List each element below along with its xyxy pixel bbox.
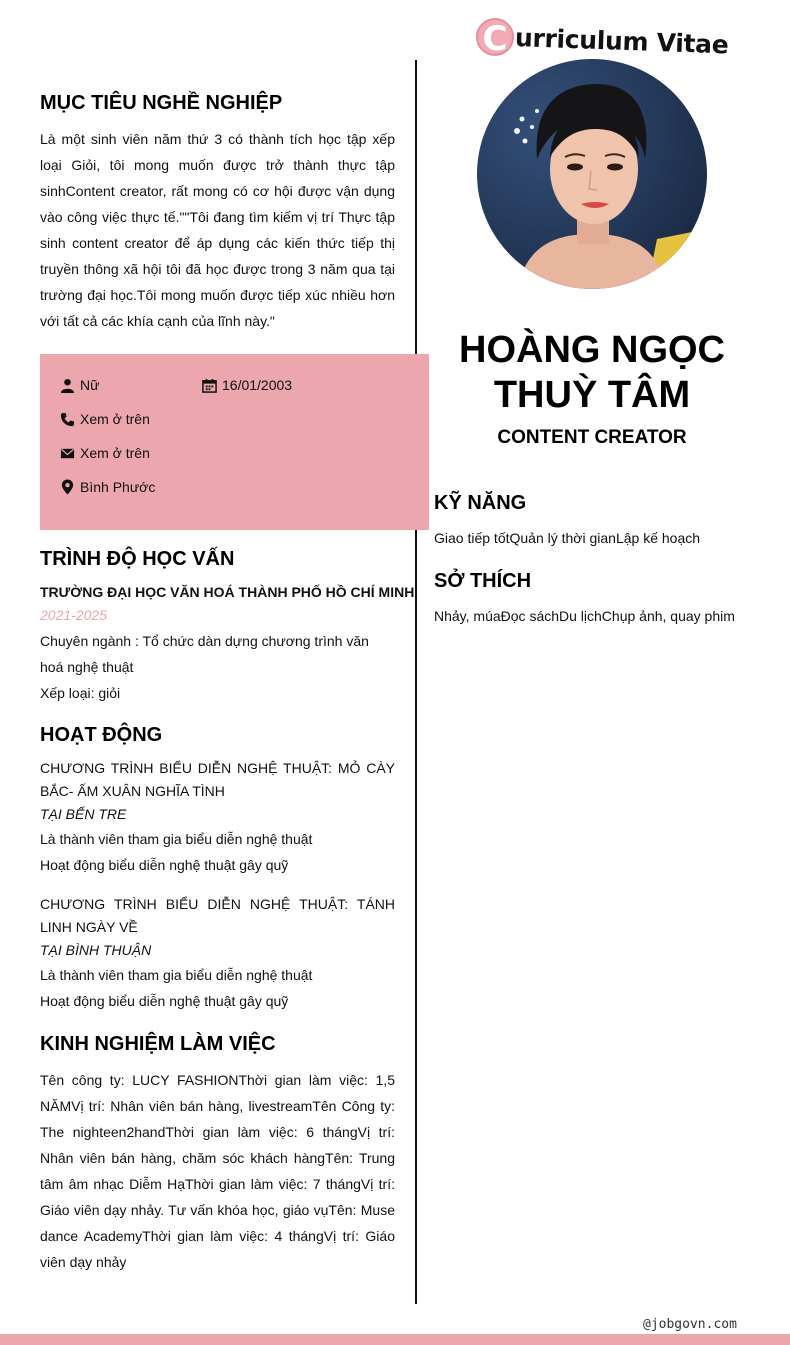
info-phone — [60, 411, 150, 427]
info-birthday — [202, 377, 292, 393]
activities-title: HOẠT ĐỘNG — [40, 724, 163, 746]
watermark: @jobgovn.com — [643, 1317, 737, 1332]
activity-place: TẠI BẾN TRE — [40, 806, 127, 822]
info-location — [60, 478, 155, 496]
user-icon — [60, 378, 75, 393]
phone-value: Xem ở trên — [80, 411, 150, 427]
experience-text: Tên công ty: LUCY FASHIONThời gian làm việc: 1,5 NĂMVị trí: Nhân viên bán hàng, livestreamTên Công ty: The nighteen2handThời gian làm việc: 6 thángVị trí: Nhân viên bán hàng, chăm sóc khách hàngTên: Trung tâm âm nhạc Diễm HạThời gian làm việc: 7 thángVị trí: Giáo viên dạy nhảy. Tư vấn khóa học, giáo vụTên: Muse dance AcademyThời gian làm việc: 4 thángVị trí: Giáo viên dạy nhảy — [40, 1072, 395, 1270]
location-value: Bình Phước — [80, 479, 156, 495]
bottom-accent-bar — [0, 1334, 790, 1345]
activity-detail: Là thành viên tham gia biểu diễn nghệ thuật — [40, 967, 313, 983]
info-gender — [60, 377, 99, 393]
education-title: TRÌNH ĐỘ HỌC VẤN — [40, 548, 235, 570]
skills-text: Giao tiếp tốtQuản lý thời gianLập kế hoạch — [434, 530, 701, 546]
activity-detail: Hoạt động biểu diễn nghệ thuật gây quỹ — [40, 993, 289, 1009]
hobbies-title: SỞ THÍCH — [434, 570, 532, 592]
email-value: Xem ở trên — [80, 445, 150, 461]
calendar-icon — [202, 378, 217, 393]
activity-name: CHƯƠNG TRÌNH BIỂU DIỄN NGHỆ THUẬT: TÁNH LINH NGÀY VỀ — [40, 896, 395, 935]
candidate-role: CONTENT CREATOR — [497, 427, 687, 448]
education-years: 2021-2025 — [40, 607, 107, 623]
activity-detail: Là thành viên tham gia biểu diễn nghệ thuật — [40, 831, 313, 847]
objective-title: MỤC TIÊU NGHỀ NGHIỆP — [40, 92, 283, 114]
experience-title: KINH NGHIỆM LÀM VIỆC — [40, 1033, 276, 1055]
email-icon — [60, 446, 75, 461]
education-major: Chuyên ngành : Tổ chức dàn dựng chương trình văn hoá nghệ thuật — [40, 633, 369, 675]
activity-place: TẠI BÌNH THUẬN — [40, 942, 152, 958]
logo-text: urriculum Vitae — [514, 22, 729, 59]
column-divider — [415, 60, 417, 1304]
gender-value: Nữ — [80, 377, 100, 393]
activity-detail: Hoạt động biểu diễn nghệ thuật gây quỹ — [40, 857, 289, 873]
school-name: TRƯỜNG ĐẠI HỌC VĂN HOÁ THÀNH PHỐ HỒ CHÍ MINH — [40, 584, 415, 600]
phone-icon — [60, 412, 75, 427]
profile-photo — [477, 59, 707, 289]
education-grade: Xếp loại: giỏi — [40, 685, 121, 701]
objective-text: Là một sinh viên năm thứ 3 có thành tích học tập xếp loại Giỏi, tôi mong muốn được trở thành thực tập sinhContent creator, rất mong có cơ hội được vận dụng vào công việc thực tế.""Tôi đang tìm kiếm vị trí Thực tập sinh content creator để áp dụng các kiến thức tiếp thị truyền thông xã hội tôi đã học được trong 3 năm qua tại trường đại học.Tôi mong muốn được tiếp xúc nhiều hơn với tất cả các khía cạnh của lĩnh này." — [40, 131, 395, 329]
info-email — [60, 445, 150, 461]
skills-title: KỸ NĂNG — [434, 492, 527, 514]
logo-letter: C — [476, 18, 514, 56]
personal-info-box — [40, 354, 429, 530]
candidate-name: HOÀNG NGỌC THUỲ TÂM — [459, 329, 725, 416]
birthday-value: 16/01/2003 — [222, 377, 293, 393]
location-pin-icon — [60, 478, 75, 496]
cv-logo — [476, 16, 729, 58]
hobbies-text: Nhảy, múaĐọc sáchDu lịchChụp ảnh, quay phim — [434, 608, 735, 624]
activity-name: CHƯƠNG TRÌNH BIỂU DIỄN NGHỆ THUẬT: MỎ CÀY BẮC- ẤM XUÂN NGHĨA TÌNH — [40, 760, 395, 799]
